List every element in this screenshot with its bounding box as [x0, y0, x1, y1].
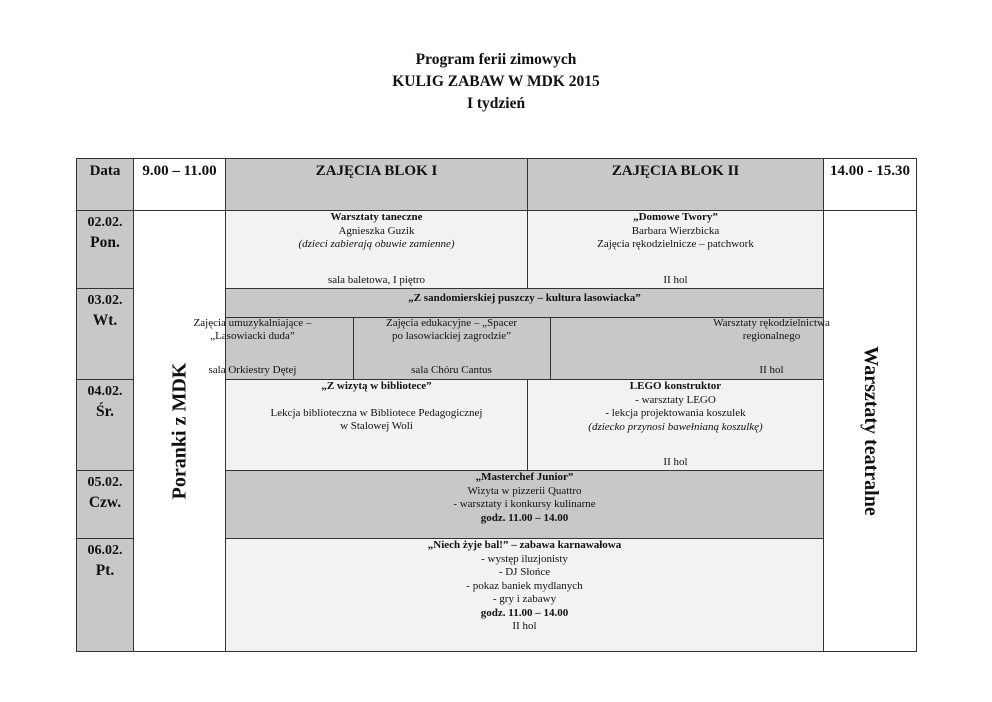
fri-line1: - występ iluzjonisty	[481, 552, 568, 565]
document-header	[0, 49, 992, 115]
tue-a-location: sala Orkiestry Dętej	[208, 364, 297, 376]
wed-block2	[528, 380, 824, 471]
tue-b-line1: Zajęcia edukacyjne – „Spacer	[385, 316, 517, 329]
col-header-date: Data	[77, 159, 134, 211]
date-cell-tue	[77, 289, 134, 380]
tue-c-location: II hol	[759, 364, 784, 376]
fri-line3: - pokaz baniek mydlanych	[466, 579, 583, 592]
mon-b1-title: Warsztaty taneczne	[330, 211, 423, 223]
mon-b1-note: (dzieci zabierają obuwie zamienne)	[298, 238, 455, 250]
header-line-1: Program ferii zimowych	[415, 51, 577, 68]
tue-c-line1: Warsztaty rękodzielnictwa	[713, 316, 830, 329]
thu-block	[226, 471, 824, 539]
col-header-block1: ZAJĘCIA BLOK I	[226, 159, 528, 211]
tue-b-location: sala Chóru Cantus	[411, 364, 492, 376]
wed-b1-line2: w Stalowej Woli	[340, 420, 413, 432]
fri-location: II hol	[512, 620, 537, 632]
wed-block1	[226, 380, 528, 471]
tue-a-line1: Zajęcia umuzykalniające –	[193, 316, 312, 329]
date-cell-wed	[77, 380, 134, 471]
weekday: Śr.	[96, 403, 114, 420]
tue-title: „Z sandomierskiej puszczy – kultura lasowiacka”	[226, 289, 823, 318]
fri-time: godz. 11.00 – 14.00	[480, 606, 569, 619]
col-header-time-morning: 9.00 – 11.00	[134, 159, 226, 211]
tue-activity-c	[550, 317, 992, 379]
tue-c-line2: regionalnego	[742, 330, 801, 342]
mon-block2	[528, 211, 824, 289]
thu-title: „Masterchef Junior”	[475, 471, 574, 483]
wed-b2-line1: - warsztaty LEGO	[635, 393, 716, 406]
weekday: Czw.	[88, 494, 122, 511]
header-line-2: KULIG ZABAW W MDK 2015	[392, 73, 600, 90]
weekday: Pt.	[95, 562, 115, 579]
mon-b2-desc: Zajęcia rękodzielnicze – patchwork	[597, 238, 754, 250]
date-cell-mon	[77, 211, 134, 289]
date-cell-fri	[77, 539, 134, 652]
morning-column	[134, 211, 226, 652]
date-cell-thu	[77, 471, 134, 539]
fri-line2: - DJ Słońce	[498, 566, 551, 578]
date: 05.02.	[87, 475, 123, 490]
tue-b-line2: po lasowiackiej zagrodzie”	[391, 330, 512, 342]
fri-title: „Niech żyje bal!” – zabawa karnawałowa	[427, 539, 622, 551]
left-vertical-label: Poranki z MDK	[167, 362, 190, 500]
tue-a-line2: „Lasowiacki duda”	[210, 330, 295, 342]
fri-block	[226, 539, 824, 652]
header-line-3: I tydzień	[466, 95, 526, 112]
tue-subtable	[153, 317, 992, 379]
wed-b2-line2: - lekcja projektowania koszulek	[605, 407, 746, 419]
tue-activity-a	[153, 317, 354, 379]
mon-b2-title: „Domowe Twory”	[633, 211, 718, 223]
weekday: Wt.	[92, 312, 118, 329]
mon-b2-person: Barbara Wierzbicka	[631, 224, 720, 237]
mon-b1-person: Agnieszka Guzik	[338, 224, 415, 237]
wed-b2-location: II hol	[663, 455, 688, 468]
tue-blocks	[193, 289, 830, 380]
mon-block1	[226, 211, 528, 289]
col-header-block2: ZAJĘCIA BLOK II	[528, 159, 824, 211]
right-vertical-label: Warsztaty teatralne	[859, 346, 882, 516]
thu-time: godz. 11.00 – 14.00	[480, 511, 569, 524]
tue-activity-b	[353, 317, 550, 379]
weekday: Pon.	[90, 234, 120, 251]
mon-b2-location: II hol	[663, 273, 688, 286]
thu-line1: Wizyta w pizzerii Quattro	[467, 484, 582, 497]
wed-b2-line3: (dziecko przynosi bawełnianą koszulkę)	[588, 420, 763, 433]
col-header-time-afternoon: 14.00 - 15.30	[824, 159, 917, 211]
afternoon-column	[824, 211, 917, 652]
thu-line2: - warsztaty i konkursy kulinarne	[453, 498, 596, 510]
schedule-table	[76, 158, 917, 652]
wed-b1-title: „Z wizytą w bibliotece”	[321, 380, 432, 392]
date: 02.02.	[87, 215, 123, 230]
date: 04.02.	[87, 384, 123, 399]
fri-line4: - gry i zabawy	[492, 593, 557, 605]
mon-b1-location: sala baletowa, I piętro	[327, 273, 426, 286]
date: 06.02.	[87, 543, 123, 558]
wed-b2-title: LEGO konstruktor	[629, 380, 722, 392]
wed-b1-line1: Lekcja biblioteczna w Bibliotece Pedagogicznej	[270, 406, 483, 419]
date: 03.02.	[87, 293, 123, 308]
